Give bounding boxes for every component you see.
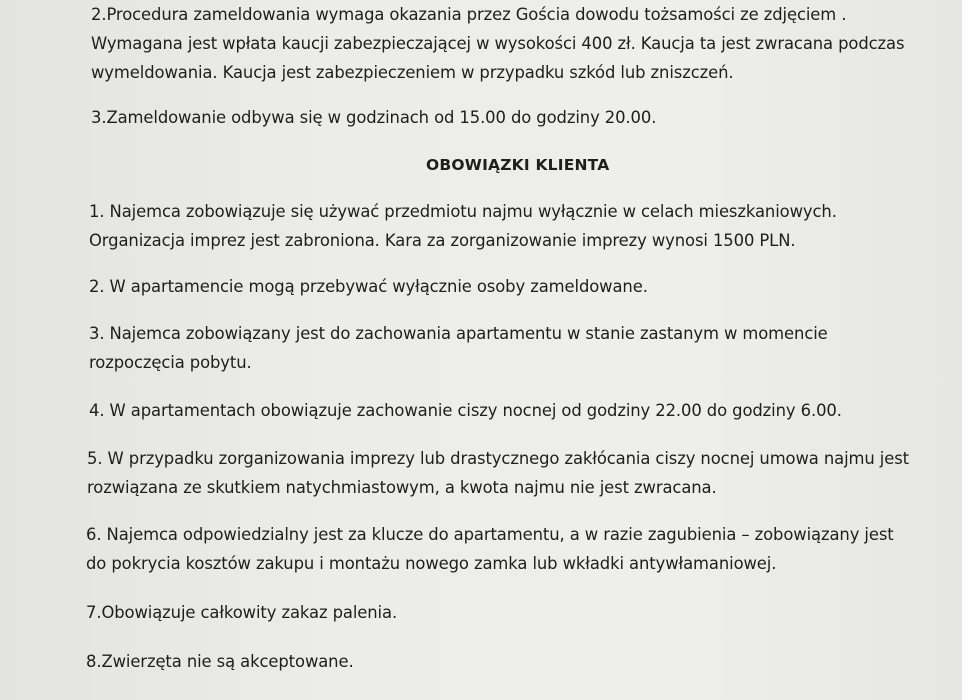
obligation-2 xyxy=(89,272,648,301)
text-line: do pokrycia kosztów zakupu i montażu nowego zamka lub wkładki antywłamaniowej. xyxy=(86,554,777,573)
obligation-3 xyxy=(89,319,828,377)
text-line: 3.Zameldowanie odbywa się w godzinach od 15.00 do godziny 20.00. xyxy=(91,108,657,127)
text-line: 1. Najemca zobowiązuje się używać przedmiotu najmu wyłącznie w celach mieszkaniowych. xyxy=(89,202,837,221)
text-line: 4. W apartamentach obowiązuje zachowanie ciszy nocnej od godziny 22.00 do godziny 6.00. xyxy=(89,401,842,420)
text-line: rozpoczęcia pobytu. xyxy=(89,353,252,372)
section-heading: OBOWIĄZKI KLIENTA xyxy=(426,156,610,174)
text-line: 7.Obowiązuje całkowity zakaz palenia. xyxy=(86,603,398,622)
text-line: 2.Procedura zameldowania wymaga okazania przez Gościa dowodu tożsamości ze zdjęciem . xyxy=(91,5,847,24)
obligation-8 xyxy=(86,647,354,676)
rule-checkin-procedure xyxy=(91,0,904,87)
text-line: wymeldowania. Kaucja jest zabezpieczeniem w przypadku szkód lub zniszczeń. xyxy=(91,63,734,82)
obligation-6 xyxy=(86,520,894,578)
text-line: Wymagana jest wpłata kaucji zabezpieczającej w wysokości 400 zł. Kaucja ta jest zwracana podczas xyxy=(91,34,905,53)
text-line: 6. Najemca odpowiedzialny jest za klucze do apartamentu, a w razie zagubienia – zobowiązany jest xyxy=(86,525,894,544)
text-line: 2. W apartamencie mogą przebywać wyłącznie osoby zameldowane. xyxy=(89,277,648,296)
text-line: Organizacja imprez jest zabroniona. Kara za zorganizowanie imprezy wynosi 1500 PLN. xyxy=(89,231,796,250)
obligation-4 xyxy=(89,396,842,425)
text-line: 5. W przypadku zorganizowania imprezy lub drastycznego zakłócania ciszy nocnej umowa najmu jest xyxy=(87,449,909,468)
text-line: 8.Zwierzęta nie są akceptowane. xyxy=(86,652,354,671)
text-line: rozwiązana ze skutkiem natychmiastowym, a kwota najmu nie jest zwracana. xyxy=(87,478,717,497)
rule-checkin-hours xyxy=(91,103,656,132)
obligation-7 xyxy=(86,598,397,627)
obligation-5 xyxy=(87,444,909,502)
obligation-1 xyxy=(89,197,837,255)
text-line: 3. Najemca zobowiązany jest do zachowania apartamentu w stanie zastanym w momencie xyxy=(89,324,828,343)
